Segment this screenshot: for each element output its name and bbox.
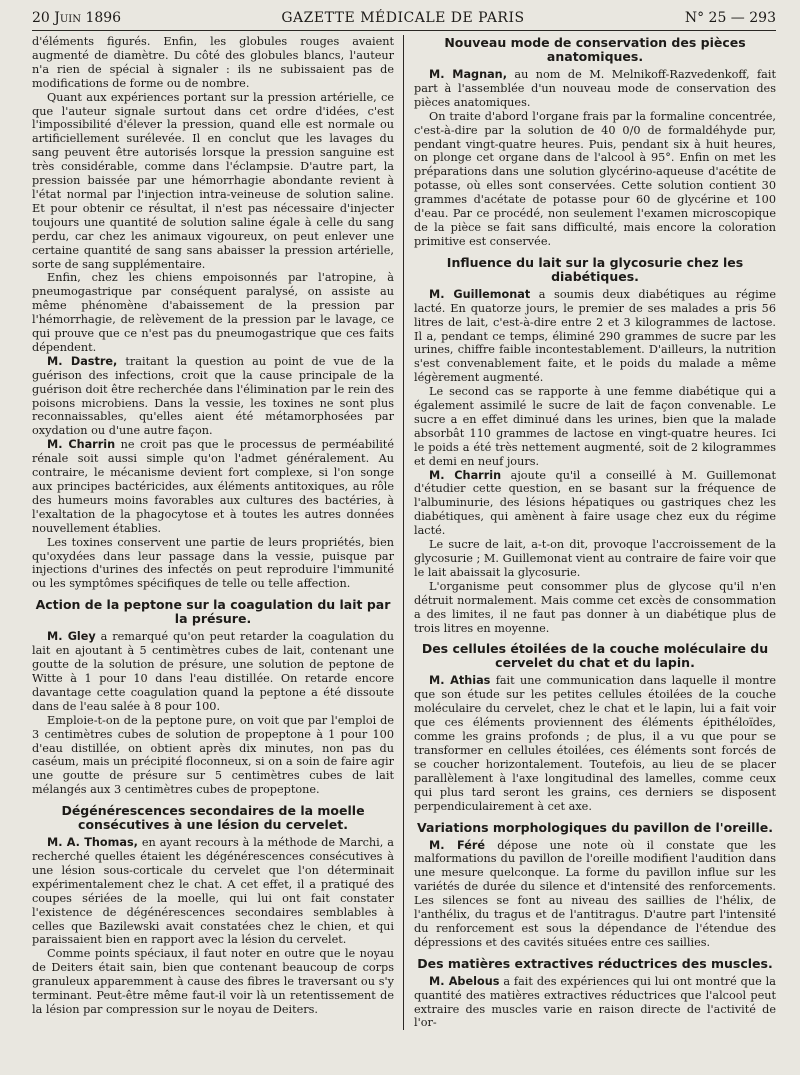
- paragraph: [414, 288, 776, 385]
- speaker-name: M. Féré: [429, 838, 486, 852]
- paragraph: Enfin, chez les chiens empoisonnés par l'atropine, à pneumogastrique par conséquent paralysé, on assiste au même phénomène d'abaissement de la pression par l'hémorrhagie, de relèvement de la pression par le lavage, ce qui prouve que ce n'est pas du pneumogastrique que ces faits dépendent.: [32, 271, 394, 354]
- paragraph-text: traitant la question au point de vue de la guérison des infections, croit que la cause principale de la guérison doit être recherchée dans l'élimination par le rein des poisons microbiens. Dans la vessie, les toxines ne sont plus reconnaissables, qu'elles aient été métamorphosées par oxydation ou d'une autre façon.: [32, 354, 395, 438]
- paragraph: Le sucre de lait, a-t-on dit, provoque l'accroissement de la glycosurie ; M. Guillemonat vient au contraire de faire voir que le lait abaissait la glycosurie.: [414, 538, 776, 579]
- paragraph: [414, 674, 776, 813]
- paragraph: [32, 355, 394, 438]
- paragraph: [414, 68, 776, 110]
- paragraph: Le second cas se rapporte à une femme diabétique qui a également assimilé le sucre de lait de façon convenable. Le sucre a en effet diminué dans les urines, bien que la malade absorbât 110 grammes de lactose en vingt-quatre heures. Ici le poids a été très nettement augmenté, soit de 2 kilogrammes et demi en neuf jours.: [414, 385, 776, 468]
- section-heading: Action de la peptone sur la coagulation du lait par la présure.: [35, 597, 391, 627]
- paragraph-text: a remarqué qu'on peut retarder la coagulation du lait en ajoutant à 5 centimètres cubes de lait, contenant une goutte de la solution de présure, une solution de peptone de Witte à 1 pour 10 dans l'eau distillée. On retarde encore davantage cette coagulation quand la peptone a été dissoute dans de l'eau salée à 8 pour 100.: [32, 630, 394, 713]
- paragraph: On traite d'abord l'organe frais par la formaline concentrée, c'est-à-dire par la solution de 40 0/0 de formaldéhyde pur, pendant vingt-quatre heures. Puis, pendant six à huit heures, on plonge cet organe dans de l'alcool à 95°. Enfin on met les préparations dans une solution glycérino-aqueuse d'acétite de potasse, où elles sont conservées. Cette solution contient 30 grammes d'acétate de potasse pour 60 de glycérine et 100 d'eau. Par ce procédé, non seulement l'examen microscopique de la pièce se fait sans difficulté, mais encore la coloration primitive est conservée.: [414, 109, 776, 248]
- paragraph: Quant aux expériences portant sur la pression artérielle, ce que l'auteur signale surtout dans cet ordre d'idées, c'est l'impossibilité d'élever la pression, quand elle est normale ou artificiellement surélevée. Il en conclut que les lavages du sang peuvent être autorisés lorsque la pression sanguine est très considérable, comme dans l'éclampsie. D'autre part, la pression baissée par une hémorrhagie abondante revient à l'état normal par l'injection intra-veineuse de solution saline. Et pour obtenir ce résultat, il n'est pas nécessaire d'injecter toujours une quantité de solution saline égale à celle du sang perdu, car chez les animaux vigoureux, on peut enlever une certaine quantité de sang sans abaisser la pression artérielle, sorte de sang supplémentaire.: [32, 90, 394, 271]
- section-heading: Des matières extractives réductrices des muscles.: [417, 955, 773, 971]
- paragraph-text: a fait des expériences qui lui ont montré que la quantité des matières extractives réductrices que l'alcool peut extraire des muscles varie en raison directe de l'activité de l'or-: [414, 974, 776, 1030]
- paragraph: [414, 975, 776, 1031]
- speaker-name: M. Charrin: [429, 468, 502, 482]
- section-heading: Des cellules étoilées de la couche moléculaire du cervelet du chat et du lapin.: [421, 641, 769, 671]
- speaker-name: M. A. Thomas,: [47, 836, 138, 850]
- speaker-name: M. Charrin: [47, 438, 116, 452]
- paragraph-text: ne croit pas que le processus de perméabilité rénale soit aussi simple qu'on l'admet généralement. Au contraire, le mécanisme devient fort complexe, si l'on songe aux principes bactéricides, aux éléments antitoxiques, au rôle des humeurs moins favorables aux cultures des bactéries, à l'exaltation de la phagocytose et à toutes les autres données nouvellement établies.: [32, 438, 394, 535]
- section-heading: Dégénérescences secondaires de la moelle consécutives à une lésion du cervelet.: [61, 803, 365, 833]
- speaker-name: M. Guillemonat: [429, 287, 531, 301]
- page-number: N° 25 — 293: [684, 10, 776, 26]
- paragraph: [32, 836, 394, 947]
- paragraph-text: en ayant recours à la méthode de Marchi, a recherché quelles étaient les dégénérescences consécutives à une lésion sous-corticale du cervelet que l'on déterminait expérimentalement chez le chat. A cet effet, il a pratiqué des coupes sériées de la moelle, qui lui ont fait constater l'existence de dégénérescences secondaires semblables à celles que Bazilewski avait constatées chez le chien, et qui paraissaient bien en rapport avec la lésion du cervelet.: [32, 836, 395, 947]
- section-heading: Variations morphologiques du pavillon de l'oreille.: [417, 819, 773, 835]
- paragraph-text: fait une communication dans laquelle il montre que son étude sur les petites cellules étoilées de la couche moléculaire du cervelet, chez le chat et le lapin, lui a fait voir que ces éléments proviennent des éléments épithéloïdes, comme les grains profonds ; de plus, il a vu que pour se transformer en cellules étoilées, ces éléments sont forcés de se coucher horizontalement. Toutefois, au lieu de se placer parallèlement à l'axe longitudinal des lamelles, comme ceux qui plus tard seront les grains, ces derniers se disposent perpendiculairement à cet axe.: [414, 674, 777, 813]
- paragraph: [32, 630, 394, 713]
- paragraph-text: ajoute qu'il a conseillé à M. Guillemonat d'étudier cette question, en se basant sur la fréquence de l'albuminurie, des lésions hépatiques ou gastriques chez les diabétiques, qui amènent à faire usage chez eux du régime lacté.: [414, 468, 776, 538]
- speaker-name: M. Dastre,: [47, 354, 118, 368]
- speaker-name: M. Gley: [47, 630, 96, 644]
- speaker-name: M. Athias: [429, 674, 491, 688]
- left-column: [32, 35, 404, 1030]
- paragraph-text: a soumis deux diabétiques au régime lacté. En quatorze jours, le premier de ses malades a pris 56 litres de lait, c'est-à-dire entre 2 et 3 kilogrammes de lactose. Il a, pendant ce temps, éliminé 290 grammes de sucre par les urines, chiffre faible incontestablement. D'ailleurs, la nutrition s'est convenablement faite, et le poids du malade a même légèrement augmenté.: [414, 287, 776, 385]
- paragraph-text: dépose une note où il constate que les malformations du pavillon de l'oreille modifient l'audition dans une mesure quelconque. La forme du pavillon influe sur les variétés de durée du silence et d'intensité des renforcements. Les silences se font au niveau des saillies de l'hélix, de l'anthélix, du tragus et de l'antitragus. D'autre part l'intensité du renforcement est sous la dépendance de l'étendue des dépressions et des cavités situées entre ces saillies.: [414, 838, 776, 949]
- running-header: [32, 10, 776, 31]
- paragraph: L'organisme peut consommer plus de glycose qu'il n'en détruit normalement. Mais comme cet excès de consommation a des limites, il ne faut pas donner à un diabétique plus de trois litres en moyenne.: [414, 579, 776, 635]
- speaker-name: M. Magnan,: [429, 68, 507, 81]
- speaker-name: M. Abelous: [429, 974, 500, 988]
- paragraph: [414, 839, 776, 950]
- paragraph: d'éléments figurés. Enfin, les globules rouges avaient augmenté de diamètre. Du côté des globules blancs, l'auteur n'a rien de spécial à signaler : ils ne subissaient pas de modifications de forme ou de nombre.: [32, 35, 394, 90]
- section-heading: Nouveau mode de conservation des pièces anatomiques.: [444, 35, 746, 64]
- paragraph: [414, 469, 776, 539]
- paragraph: Les toxines conservent une partie de leurs propriétés, bien qu'oxydées dans leur passage dans la vessie, puisque par injections d'urines des infectés on peut reproduire l'immunité ou les symptômes spécifiques de telle ou telle affection.: [32, 535, 394, 591]
- paragraph: [32, 438, 394, 535]
- journal-title: GAZETTE MÉDICALE DE PARIS: [281, 10, 525, 26]
- section-heading: Influence du lait sur la glycosurie chez les diabétiques.: [446, 254, 744, 284]
- two-column-body: [32, 35, 776, 1030]
- issue-date: 20 Juin 1896: [32, 10, 122, 26]
- paragraph: Comme points spéciaux, il faut noter en outre que le noyau de Deiters était sain, bien que contenant beaucoup de corps granuleux apparemment à cause des fibres le traversant ou s'y terminant. Peut-être même faut-il voir là un retentissement de la lésion par compression sur le noyau de Deiters.: [32, 947, 394, 1016]
- paragraph-text: au nom de M. Melnikoff-Razvedenkoff, fait part à l'assemblée d'un nouveau mode de conservation des pièces anatomiques.: [414, 68, 776, 109]
- paragraph: Emploie-t-on de la peptone pure, on voit que par l'emploi de 3 centimètres cubes de solution de propeptone à 1 pour 100 d'eau distillée, on obtient après dix minutes, non pas du caséum, mais un précipité floconneux, si on a soin de faire agir une goutte de présure sur 5 centimètres cubes de lait mélangés aux 3 centimètres cubes de propeptone.: [32, 713, 394, 797]
- right-column: [414, 35, 776, 1030]
